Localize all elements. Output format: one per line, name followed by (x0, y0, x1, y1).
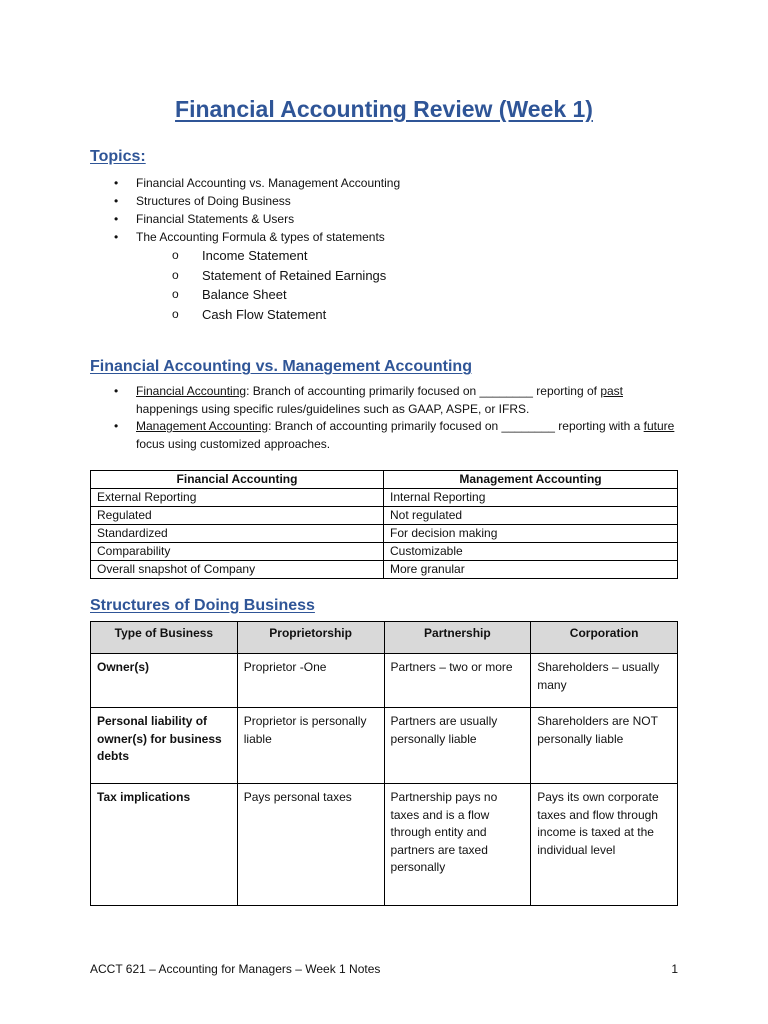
fvm-definitions (114, 383, 684, 453)
table-cell: Proprietor is personally liable (237, 708, 384, 784)
ma-future: future (643, 419, 675, 433)
column-header: Corporation (531, 622, 678, 654)
table-cell: Overall snapshot of Company (91, 561, 384, 579)
table-row (91, 489, 678, 507)
table-cell: Comparability (91, 543, 384, 561)
page-footer (90, 962, 678, 976)
table-cell: Partners are usually personally liable (384, 708, 531, 784)
table-cell: Shareholders are NOT personally liable (531, 708, 678, 784)
table-cell: Partnership pays no taxes and is a flow through entity and partners are taxed personally (384, 784, 531, 906)
sub-list-item: o Cash Flow Statement (158, 305, 400, 325)
table-cell: Not regulated (384, 507, 678, 525)
fa-text: happenings using specific rules/guidelines such as GAAP, ASPE, or IFRS. (136, 401, 530, 416)
table-cell: Proprietor -One (237, 654, 384, 708)
fa-text: : Branch of accounting primarily focused on (246, 384, 480, 398)
list-item-text: The Accounting Formula & types of statements (136, 230, 385, 244)
list-item: • Financial Accounting vs. Management Accounting (114, 174, 400, 192)
sub-list-item: o Balance Sheet (158, 285, 400, 305)
column-header: Management Accounting (384, 471, 678, 489)
fvm-heading: Financial Accounting vs. Management Accounting (90, 358, 472, 375)
business-structures-table (90, 621, 678, 906)
table-row (91, 543, 678, 561)
fa-past: past (600, 384, 623, 398)
column-header: Proprietorship (237, 622, 384, 654)
table-cell: Pays its own corporate taxes and flow through income is taxed at the individual level (531, 784, 678, 906)
page-number: 1 (671, 962, 678, 976)
statements-sublist (136, 246, 400, 324)
row-header: Personal liability of owner(s) for business debts (91, 708, 238, 784)
table-row (91, 525, 678, 543)
structures-heading: Structures of Doing Business (90, 597, 315, 614)
column-header: Financial Accounting (91, 471, 384, 489)
table-cell: Internal Reporting (384, 489, 678, 507)
table-header-row (91, 622, 678, 654)
table-row (91, 507, 678, 525)
list-item: • Financial Statements & Users (114, 210, 400, 228)
page-title: Financial Accounting Review (Week 1) (175, 96, 593, 122)
financial-accounting-definition (114, 383, 684, 418)
sub-list-item: o Statement of Retained Earnings (158, 266, 400, 286)
ma-text: : Branch of accounting primarily focused on ________ reporting with a (268, 419, 644, 433)
table-cell: Customizable (384, 543, 678, 561)
table-cell: Shareholders – usually many (531, 654, 678, 708)
ma-text: focus using customized approaches. (136, 436, 331, 451)
table-row (91, 654, 678, 708)
fa-blank: ________ (479, 384, 533, 398)
management-accounting-definition (114, 418, 684, 453)
table-cell: External Reporting (91, 489, 384, 507)
sub-list-item: o Income Statement (158, 246, 400, 266)
topics-heading: Topics: (90, 148, 146, 165)
list-item: • Structures of Doing Business (114, 192, 400, 210)
table-row (91, 708, 678, 784)
table-cell: More granular (384, 561, 678, 579)
column-header: Type of Business (91, 622, 238, 654)
comparison-table (90, 470, 678, 579)
fa-text: reporting of (532, 384, 601, 398)
footer-text: ACCT 621 – Accounting for Managers – Week 1 Notes (90, 962, 381, 976)
table-row (91, 561, 678, 579)
table-header-row (91, 471, 678, 489)
row-header: Tax implications (91, 784, 238, 906)
table-cell: Regulated (91, 507, 384, 525)
table-cell: Pays personal taxes (237, 784, 384, 906)
list-item (114, 228, 400, 324)
fa-term: Financial Accounting (136, 384, 247, 398)
table-row (91, 784, 678, 906)
topics-list (114, 174, 400, 324)
column-header: Partnership (384, 622, 531, 654)
ma-term: Management Accounting (136, 419, 269, 433)
table-cell: Standardized (91, 525, 384, 543)
row-header: Owner(s) (91, 654, 238, 708)
table-cell: Partners – two or more (384, 654, 531, 708)
table-cell: For decision making (384, 525, 678, 543)
